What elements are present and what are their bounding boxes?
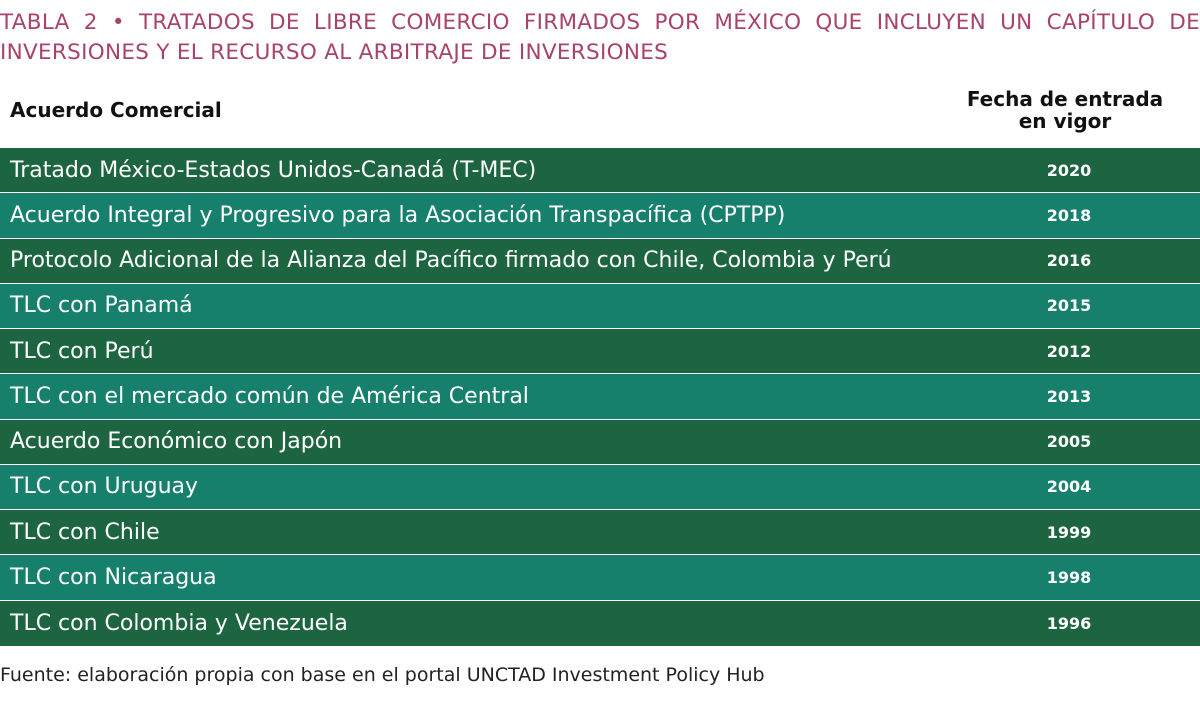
table-row: [0, 329, 1200, 374]
entry-year: 2004: [1046, 477, 1092, 497]
entry-year: 2018: [1046, 205, 1092, 225]
agreement-name: TLC con Panamá: [10, 293, 193, 319]
entry-year: 2013: [1046, 386, 1092, 406]
table-row: [0, 465, 1200, 510]
entry-year: 2015: [1046, 296, 1092, 316]
table-row: [0, 284, 1200, 329]
table-row: [0, 193, 1200, 238]
agreement-name: TLC con Colombia y Venezuela: [10, 610, 348, 636]
table-row: [0, 148, 1200, 193]
agreement-name: Protocolo Adicional de la Alianza del Pacífico firmado con Chile, Colombia y Perú: [10, 248, 892, 274]
agreement-name: TLC con Chile: [10, 519, 160, 545]
entry-year: 1998: [1046, 568, 1092, 588]
agreement-name: Acuerdo Económico con Japón: [10, 429, 343, 455]
table-header: [0, 82, 1200, 148]
table-row: [0, 601, 1200, 646]
entry-year: 2020: [1046, 160, 1092, 180]
table-title: TABLA 2 • TRATADOS DE LIBRE COMERCIO FIRMADOS POR MÉXICO QUE INCLUYEN UN CAPÍTULO DE INVERSIONES Y EL RECURSO AL ARBITRAJE DE INVERSIONES: [0, 10, 1200, 65]
header-agreement: Acuerdo Comercial: [10, 98, 222, 122]
agreement-name: TLC con Perú: [10, 338, 154, 364]
table-row: [0, 239, 1200, 284]
header-date-line1: Fecha de entrada: [966, 87, 1164, 111]
agreement-name: Acuerdo Integral y Progresivo para la Asociación Transpacífica (CPTPP): [10, 202, 786, 228]
table-row: [0, 510, 1200, 555]
agreement-name: TLC con el mercado común de América Central: [10, 383, 529, 409]
agreements-table: [0, 148, 1200, 646]
table-row: [0, 555, 1200, 600]
entry-year: 2016: [1046, 251, 1092, 271]
table-row: [0, 420, 1200, 465]
header-date-line2: en vigor: [1018, 109, 1112, 133]
entry-year: 1999: [1046, 522, 1092, 542]
header-date: [960, 88, 1170, 132]
table-row: [0, 374, 1200, 419]
agreement-name: Tratado México-Estados Unidos-Canadá (T-MEC): [10, 157, 537, 183]
agreement-name: TLC con Nicaragua: [10, 565, 217, 591]
entry-year: 1996: [1046, 613, 1092, 633]
source-note: Fuente: elaboración propia con base en el portal UNCTAD Investment Policy Hub: [0, 664, 765, 686]
entry-year: 2012: [1046, 341, 1092, 361]
entry-year: 2005: [1046, 432, 1092, 452]
agreement-name: TLC con Uruguay: [10, 474, 199, 500]
